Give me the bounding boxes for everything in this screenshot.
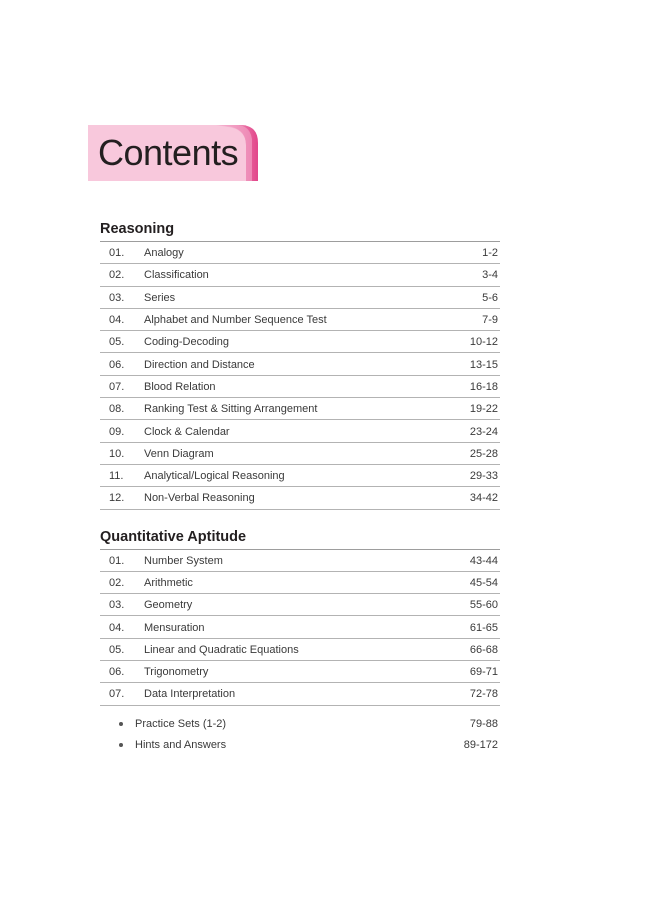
chapter-number: 03. (109, 291, 125, 304)
chapter-title: Blood Relation (144, 380, 216, 393)
chapter-title: Clock & Calendar (144, 425, 230, 438)
page-range: 69-71 (469, 666, 498, 679)
toc-row (100, 683, 500, 705)
toc-row (100, 420, 500, 442)
bullet-icon (100, 735, 135, 756)
chapter-title: Direction and Distance (144, 358, 255, 371)
page-range: 25-28 (469, 447, 498, 460)
extra-title: Hints and Answers (135, 738, 227, 751)
toc-row (100, 398, 500, 420)
chapter-number: 02. (109, 577, 125, 589)
chapter-title: Alphabet and Number Sequence Test (144, 314, 327, 327)
page-range: 89-172 (463, 738, 498, 751)
page-range: 45-54 (469, 577, 498, 589)
chapter-title: Coding-Decoding (144, 336, 229, 349)
chapter-number: 05. (109, 336, 125, 349)
chapter-title: Non-Verbal Reasoning (144, 492, 255, 505)
toc-row (100, 331, 500, 353)
page-range: 13-15 (469, 358, 498, 371)
contents-title-block (88, 125, 258, 181)
chapter-title: Analytical/Logical Reasoning (144, 470, 285, 483)
toc-row (100, 487, 500, 509)
chapter-title: Ranking Test & Sitting Arrangement (144, 403, 318, 416)
chapter-number: 07. (109, 688, 125, 701)
chapter-number: 04. (109, 314, 125, 327)
page-range: 19-22 (469, 403, 498, 416)
toc-row (100, 264, 500, 286)
toc-row (100, 661, 500, 683)
toc-row (100, 465, 500, 487)
chapter-number: 05. (109, 643, 125, 656)
chapter-title: Data Interpretation (144, 688, 236, 701)
page-range: 1-2 (482, 247, 498, 260)
chapter-number: 12. (109, 492, 125, 505)
chapter-number: 09. (109, 425, 125, 438)
page-range: 55-60 (469, 599, 498, 612)
chapter-title: Series (144, 291, 176, 304)
page-range: 43-44 (469, 554, 498, 567)
page-range: 34-42 (469, 492, 498, 505)
chapter-number: 03. (109, 599, 125, 612)
toc-row (100, 242, 500, 264)
page-title: Contents (98, 132, 239, 173)
section-heading: Quantitative Aptitude (100, 524, 500, 550)
extra-title: Practice Sets (1-2) (135, 717, 227, 730)
page-range: 72-78 (469, 688, 498, 701)
chapter-number: 11. (109, 470, 124, 483)
toc-row (100, 353, 500, 375)
toc-row (100, 639, 500, 661)
chapter-number: 07. (109, 380, 125, 393)
chapter-number: 02. (109, 269, 125, 282)
chapter-title: Arithmetic (144, 577, 193, 589)
chapter-title: Trigonometry (144, 666, 209, 679)
toc-row (100, 594, 500, 616)
extra-row (100, 735, 500, 756)
toc-row (100, 287, 500, 309)
chapter-number: 01. (109, 247, 125, 260)
chapter-title: Analogy (144, 247, 184, 260)
chapter-number: 01. (109, 554, 125, 567)
chapter-number: 04. (109, 621, 125, 634)
chapter-title: Geometry (144, 599, 193, 612)
page-range: 5-6 (482, 291, 498, 304)
chapter-number: 06. (109, 358, 125, 371)
section-heading: Reasoning (100, 216, 500, 242)
page-range: 66-68 (469, 643, 498, 656)
page-range: 16-18 (469, 380, 498, 393)
toc-row (100, 616, 500, 638)
chapter-number: 08. (109, 403, 125, 416)
page-range: 7-9 (482, 314, 498, 327)
chapter-title: Mensuration (144, 621, 205, 634)
chapter-title: Linear and Quadratic Equations (144, 643, 299, 656)
toc-row (100, 572, 500, 594)
bullet-icon (100, 714, 135, 735)
page-range: 29-33 (469, 470, 498, 483)
toc-row (100, 443, 500, 465)
toc-row (100, 550, 500, 572)
toc-row (100, 376, 500, 398)
extra-row (100, 714, 500, 735)
extras-list (100, 714, 500, 756)
table-of-contents (100, 216, 500, 756)
page-range: 79-88 (469, 717, 498, 730)
page-range: 3-4 (482, 269, 498, 282)
toc-row (100, 309, 500, 331)
chapter-title: Venn Diagram (144, 447, 214, 460)
page-range: 10-12 (469, 336, 498, 349)
page-range: 61-65 (469, 621, 498, 634)
chapter-title: Classification (144, 269, 209, 282)
chapter-title: Number System (144, 554, 223, 567)
page-range: 23-24 (469, 425, 498, 438)
chapter-number: 06. (109, 666, 125, 679)
chapter-number: 10. (109, 447, 125, 460)
